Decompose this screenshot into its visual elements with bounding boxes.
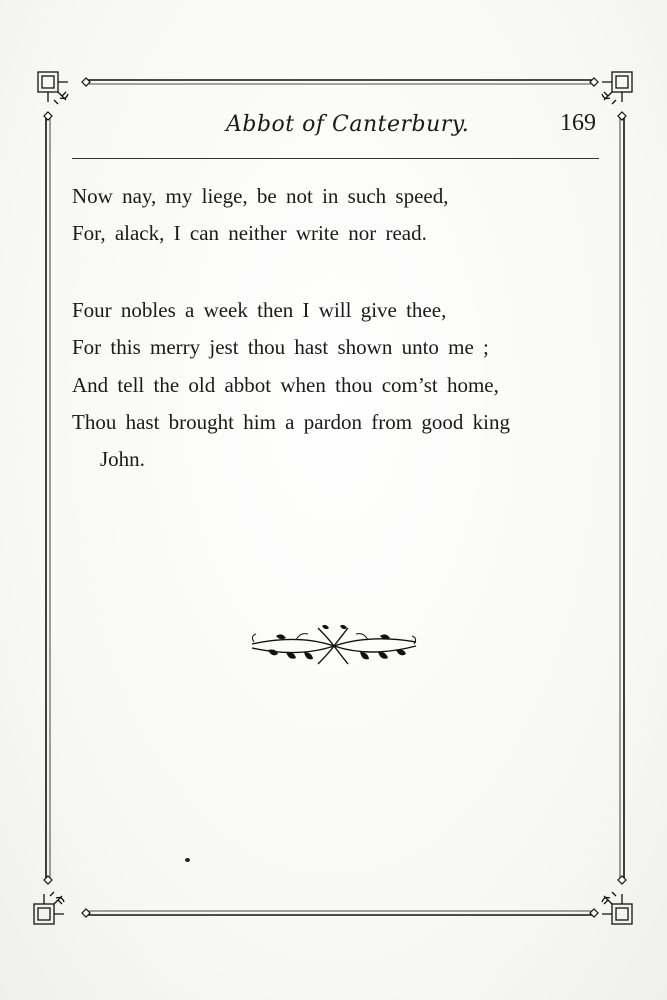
verse-line: And tell the old abbot when thou com’st home, [72, 372, 499, 397]
page-number: 169 [560, 110, 596, 136]
verse-line: John. [100, 447, 145, 472]
floral-tailpiece-icon [248, 622, 420, 670]
verse-line: Four nobles a week then I will give thee, [72, 298, 447, 322]
running-title: Abbot of Canterbury. [226, 112, 470, 137]
stanza [72, 178, 612, 253]
verse-line: For, alack, I can neither write nor read. [72, 221, 427, 246]
corner-ornament-top-left [38, 72, 68, 104]
verse-line: Now nay, my liege, be not in such speed, [72, 184, 449, 208]
corner-ornament-top-right [602, 72, 632, 104]
corner-ornament-bottom-left [34, 892, 64, 924]
verse-line: For this merry jest thou hast shown unto me ; [72, 335, 489, 360]
stanza [72, 292, 612, 478]
header-rule [72, 158, 599, 159]
verse-line: Thou hast brought him a pardon from good king [72, 409, 510, 434]
corner-ornament-bottom-right [602, 892, 632, 924]
running-header [70, 104, 600, 144]
ink-speck [185, 858, 190, 862]
